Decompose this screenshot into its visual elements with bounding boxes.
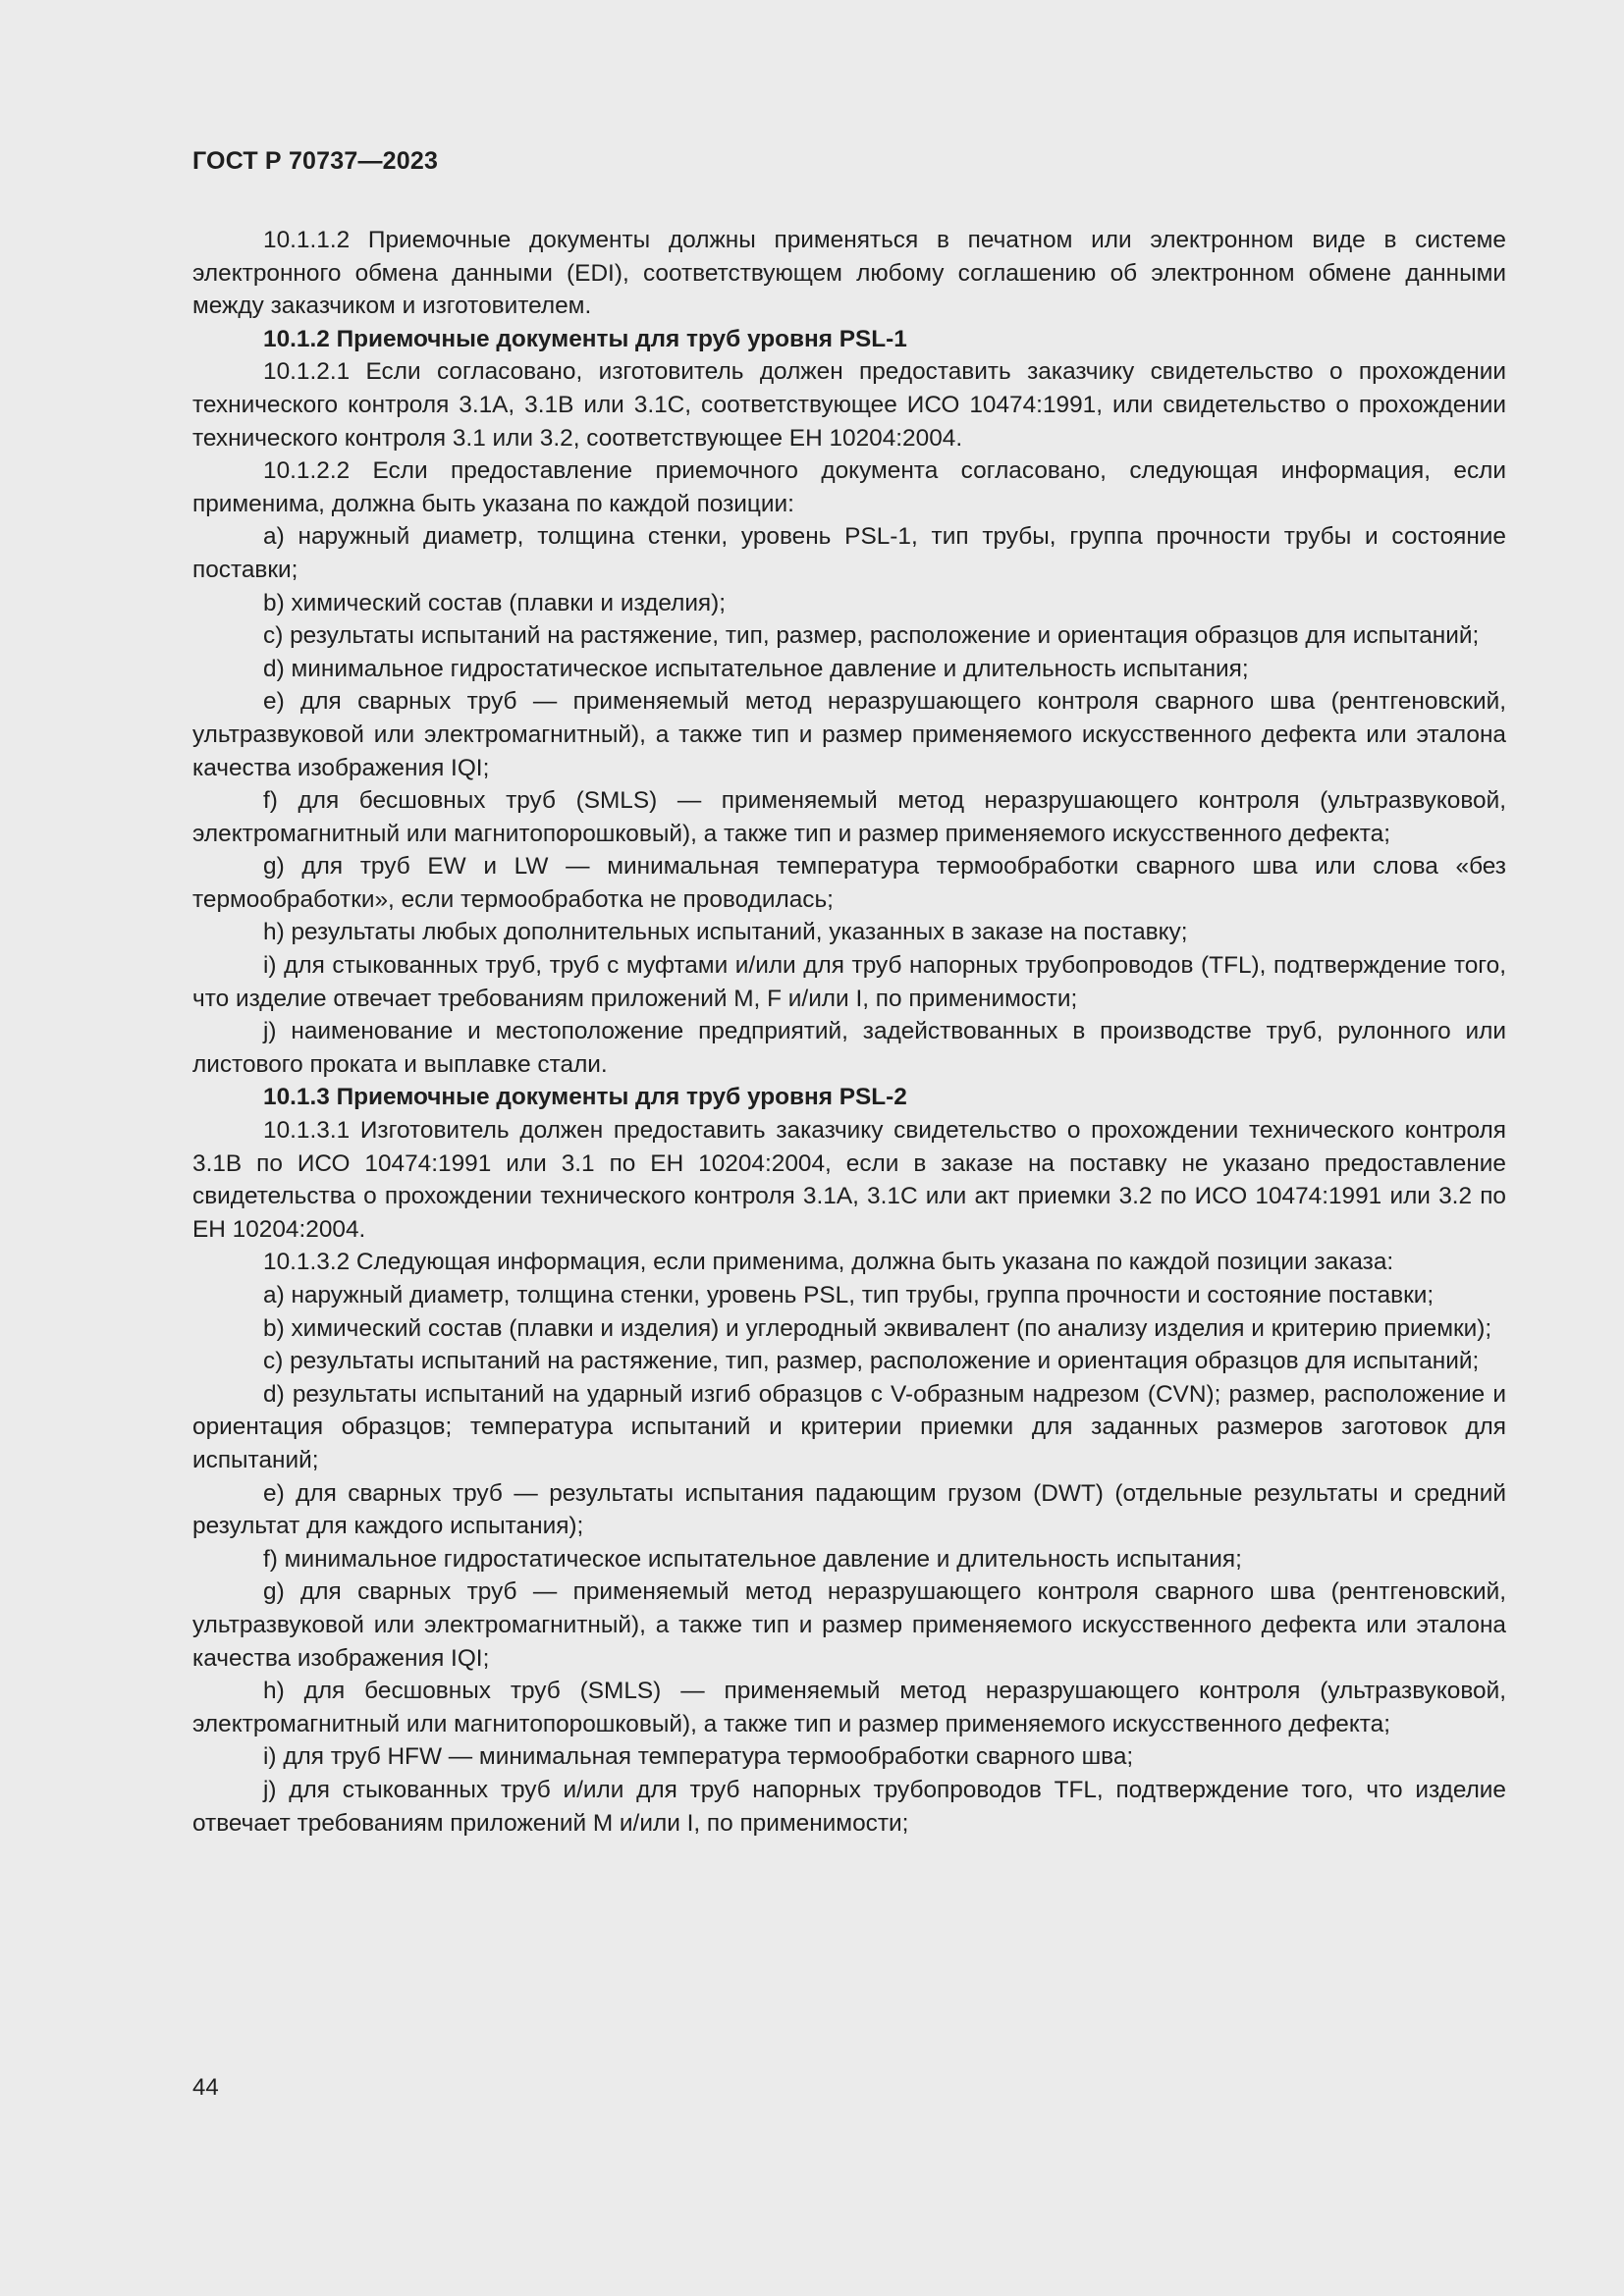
list-item-psl1-b: b) химический состав (плавки и изделия);: [263, 589, 727, 616]
paragraph-10-1-2-2: 10.1.2.2 Если предоставление приемочного документа согласовано, следующая информация, если применима, должна быть указана по каждой позиции:: [192, 457, 1506, 517]
list-item-psl2-d: d) результаты испытаний на ударный изгиб образцов с V-образным надрезом (CVN); размер, расположение и ориентация образцов; температура испытаний и критерии приемки для заданных размеров заготовок для испытаний;: [192, 1380, 1506, 1473]
paragraph-10-1-1-2: 10.1.1.2 Приемочные документы должны применяться в печатном или электронном виде в системе электронного обмена данными (EDI), соответствующем любому соглашению об электронном обмене данными между заказчиком и изготовителем.: [192, 227, 1506, 320]
page-number: 44: [192, 2074, 219, 2101]
list-item-psl1-g: g) для труб EW и LW — минимальная температура термообработки сварного шва или слова «без термообработки», если термообработка не проводилась;: [192, 853, 1506, 913]
list-item-psl1-a: a) наружный диаметр, толщина стенки, уровень PSL-1, тип трубы, группа прочности трубы и состояние поставки;: [192, 523, 1506, 583]
list-item-psl2-a: a) наружный диаметр, толщина стенки, уровень PSL, тип трубы, группа прочности и состояние поставки;: [263, 1282, 1435, 1308]
list-item-psl1-j: j) наименование и местоположение предприятий, задействованных в производстве труб, рулонного или листового проката и выплавке стали.: [192, 1018, 1506, 1078]
paragraph-10-1-3-1: 10.1.3.1 Изготовитель должен предоставить заказчику свидетельство о прохождении технического контроля 3.1В по ИСО 10474:1991 или 3.1 по ЕН 10204:2004, если в заказе на поставку не указано предоставление свидетельства о прохождении технического контроля 3.1А, 3.1С или акт приемки 3.2 по ИСО 10474:1991 или 3.2 по ЕН 10204:2004.: [192, 1117, 1506, 1243]
list-item-psl2-e: e) для сварных труб — результаты испытания падающим грузом (DWT) (отдельные результаты и средний результат для каждого испытания);: [192, 1479, 1506, 1540]
document-body: [192, 224, 1506, 1840]
list-item-psl2-j: j) для стыкованных труб и/или для труб напорных трубопроводов TFL, подтверждение того, что изделие отвечает требованиям приложений M и/или I, по применимости;: [192, 1776, 1506, 1837]
list-item-psl2-g: g) для сварных труб — применяемый метод неразрушающего контроля сварного шва (рентгеновский, ультразвуковой или электромагнитный), а также тип и размер применяемого искусственного дефекта или эталона качества изображения IQI;: [192, 1578, 1506, 1672]
document-header: ГОСТ Р 70737—2023: [192, 147, 439, 175]
list-item-psl1-d: d) минимальное гидростатическое испытательное давление и длительность испытания;: [263, 655, 1249, 682]
paragraph-10-1-3-2: 10.1.3.2 Следующая информация, если применима, должна быть указана по каждой позиции заказа:: [263, 1249, 1394, 1276]
list-item-psl2-c: c) результаты испытаний на растяжение, тип, размер, расположение и ориентация образцов для испытаний;: [263, 1348, 1480, 1375]
list-item-psl1-c: c) результаты испытаний на растяжение, тип, размер, расположение и ориентация образцов для испытаний;: [263, 622, 1480, 650]
list-item-psl2-i: i) для труб HFW — минимальная температура термообработки сварного шва;: [263, 1743, 1134, 1771]
paragraph-10-1-2-1: 10.1.2.1 Если согласовано, изготовитель должен предоставить заказчику свидетельство о прохождении технического контроля 3.1А, 3.1В или 3.1С, соответствующее ИСО 10474:1991, или свидетельство о прохождении технического контроля 3.1 или 3.2, соответствующее ЕН 10204:2004.: [192, 358, 1506, 452]
list-item-psl1-f: f) для бесшовных труб (SMLS) — применяемый метод неразрушающего контроля (ультразвуковой, электромагнитный или магнитопорошковый), а также тип и размер применяемого искусственного дефекта;: [192, 787, 1506, 847]
section-heading-10-1-3: 10.1.3 Приемочные документы для труб уровня PSL-2: [263, 1084, 907, 1111]
list-item-psl1-i: i) для стыкованных труб, труб с муфтами и/или для труб напорных трубопроводов (TFL), подтверждение того, что изделие отвечает требованиям приложений M, F и/или I, по применимости;: [192, 952, 1506, 1012]
list-item-psl1-e: e) для сварных труб — применяемый метод неразрушающего контроля сварного шва (рентгеновский, ультразвуковой или электромагнитный), а также тип и размер применяемого искусственного дефекта или эталона качества изображения IQI;: [192, 688, 1506, 781]
list-item-psl2-f: f) минимальное гидростатическое испытательное давление и длительность испытания;: [263, 1545, 1242, 1573]
list-item-psl2-b: b) химический состав (плавки и изделия) и углеродный эквивалент (по анализу изделия и критерию приемки);: [263, 1314, 1492, 1342]
list-item-psl1-h: h) результаты любых дополнительных испытаний, указанных в заказе на поставку;: [263, 919, 1188, 946]
list-item-psl2-h: h) для бесшовных труб (SMLS) — применяемый метод неразрушающего контроля (ультразвуковой, электромагнитный или магнитопорошковый), а также тип и размер применяемого искусственного дефекта;: [192, 1678, 1506, 1737]
section-heading-10-1-2: 10.1.2 Приемочные документы для труб уровня PSL-1: [263, 325, 907, 352]
